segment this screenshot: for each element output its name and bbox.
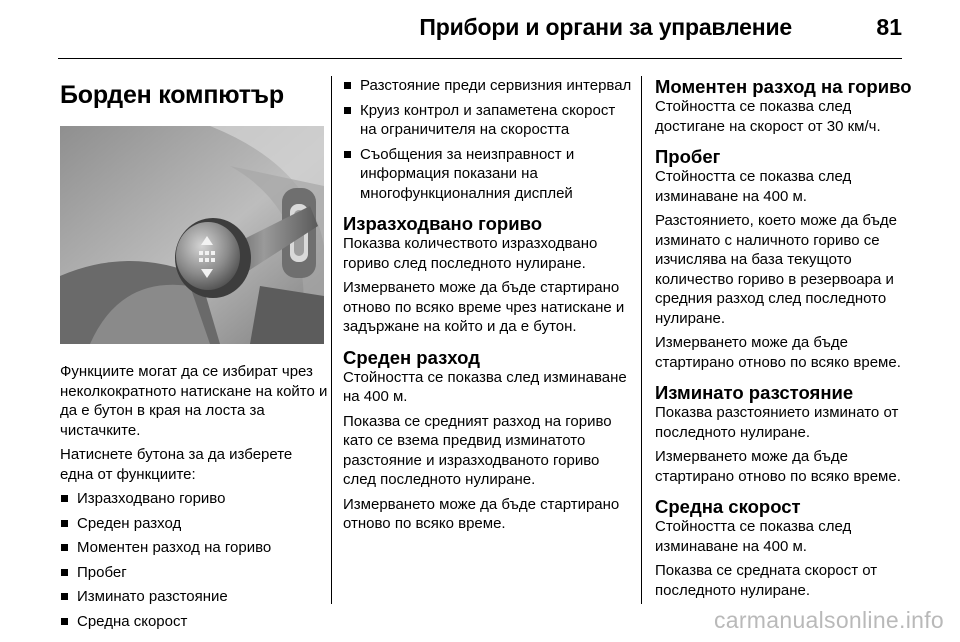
paragraph: Стойността се показва след достигане на скорост от 30 км/ч.	[655, 98, 881, 135]
list-item: Пробег	[60, 563, 328, 583]
heading-range: Пробег	[655, 146, 721, 167]
bullet-icon	[61, 569, 68, 576]
column-2	[343, 76, 633, 539]
paragraph: Показва се средният разход на гориво като се взема предвид изминатото разстояние и изразходваното гориво след последното нулиране.	[343, 412, 612, 488]
column-divider	[331, 76, 332, 604]
bullet-icon	[344, 151, 351, 158]
heading-avg-consumption: Среден разход	[343, 346, 480, 368]
list-item: Моментен разход на гориво	[60, 538, 328, 558]
paragraph: Показва количеството изразходвано гориво след последното нулиране.	[343, 235, 598, 272]
paragraph: Измерването може да бъде стартирано отново по всяко време.	[343, 495, 620, 532]
intro-text: Функциите могат да се избират чрез неколкократното натискане на който и да е бутон в края на лоста за чистачките.	[60, 363, 328, 439]
function-list	[60, 489, 328, 631]
page-header	[58, 0, 902, 59]
paragraph: Измерването може да бъде стартирано отново по всяко време.	[655, 448, 901, 485]
column-divider	[641, 76, 642, 604]
list-item: Изминато разстояние	[60, 587, 328, 607]
paragraph: Стойността се показва след изминаване на 400 м.	[655, 518, 852, 555]
paragraph: Разстоянието, което може да бъде изминато с наличното гориво се изчислява на база текущото количество гориво в резервоара и средния разход след последното нулиране.	[655, 212, 897, 327]
bullet-icon	[344, 107, 351, 114]
bullet-icon	[61, 544, 68, 551]
list-item: Изразходвано гориво	[60, 489, 328, 509]
paragraph: Стойността се показва след изминаване на 400 м.	[655, 168, 852, 205]
heading-distance: Изминато разстояние	[655, 382, 854, 403]
page-number: 81	[876, 14, 902, 40]
bullet-icon	[344, 82, 351, 89]
list-item: Разстояние преди сервизния интервал	[343, 76, 633, 96]
bullet-icon	[61, 495, 68, 502]
list-item: Съобщения за неизправност и информация показани на многофункционалния дисплей	[343, 145, 633, 204]
list-item: Среден разход	[60, 514, 328, 534]
bullet-icon	[61, 618, 68, 625]
section-title: Борден компютър	[60, 81, 284, 109]
list-item: Средна скорост	[60, 612, 328, 632]
wiper-stalk-illustration	[60, 126, 324, 344]
paragraph: Измерването може да бъде стартирано отново по всяко време.	[655, 334, 901, 371]
heading-avg-speed: Средна скорост	[655, 496, 801, 517]
function-list-continued	[343, 76, 633, 203]
heading-instant-consumption: Моментен разход на гориво	[655, 76, 912, 97]
chapter-title: Прибори и органи за управление	[419, 14, 792, 40]
column-1	[60, 76, 328, 636]
instruction-text: Натиснете бутона за да изберете една от функциите:	[60, 446, 293, 483]
bullet-icon	[61, 593, 68, 600]
heading-fuel-used: Изразходвано гориво	[343, 213, 543, 234]
paragraph: Стойността се показва след изминаване на 400 м.	[343, 368, 627, 405]
watermark: carmanualsonline.info	[713, 607, 944, 633]
list-item: Круиз контрол и запаметена скорост на ограничителя на скоростта	[343, 101, 633, 140]
column-3	[655, 76, 917, 605]
paragraph: Показва се средната скорост от последното нулиране.	[655, 562, 878, 599]
paragraph: Измерването може да бъде стартирано отново по всяко време чрез натискане и задържане на който и да е бутон.	[343, 279, 625, 335]
bullet-icon	[61, 520, 68, 527]
paragraph: Показва разстоянието изминато от последното нулиране.	[655, 404, 899, 441]
